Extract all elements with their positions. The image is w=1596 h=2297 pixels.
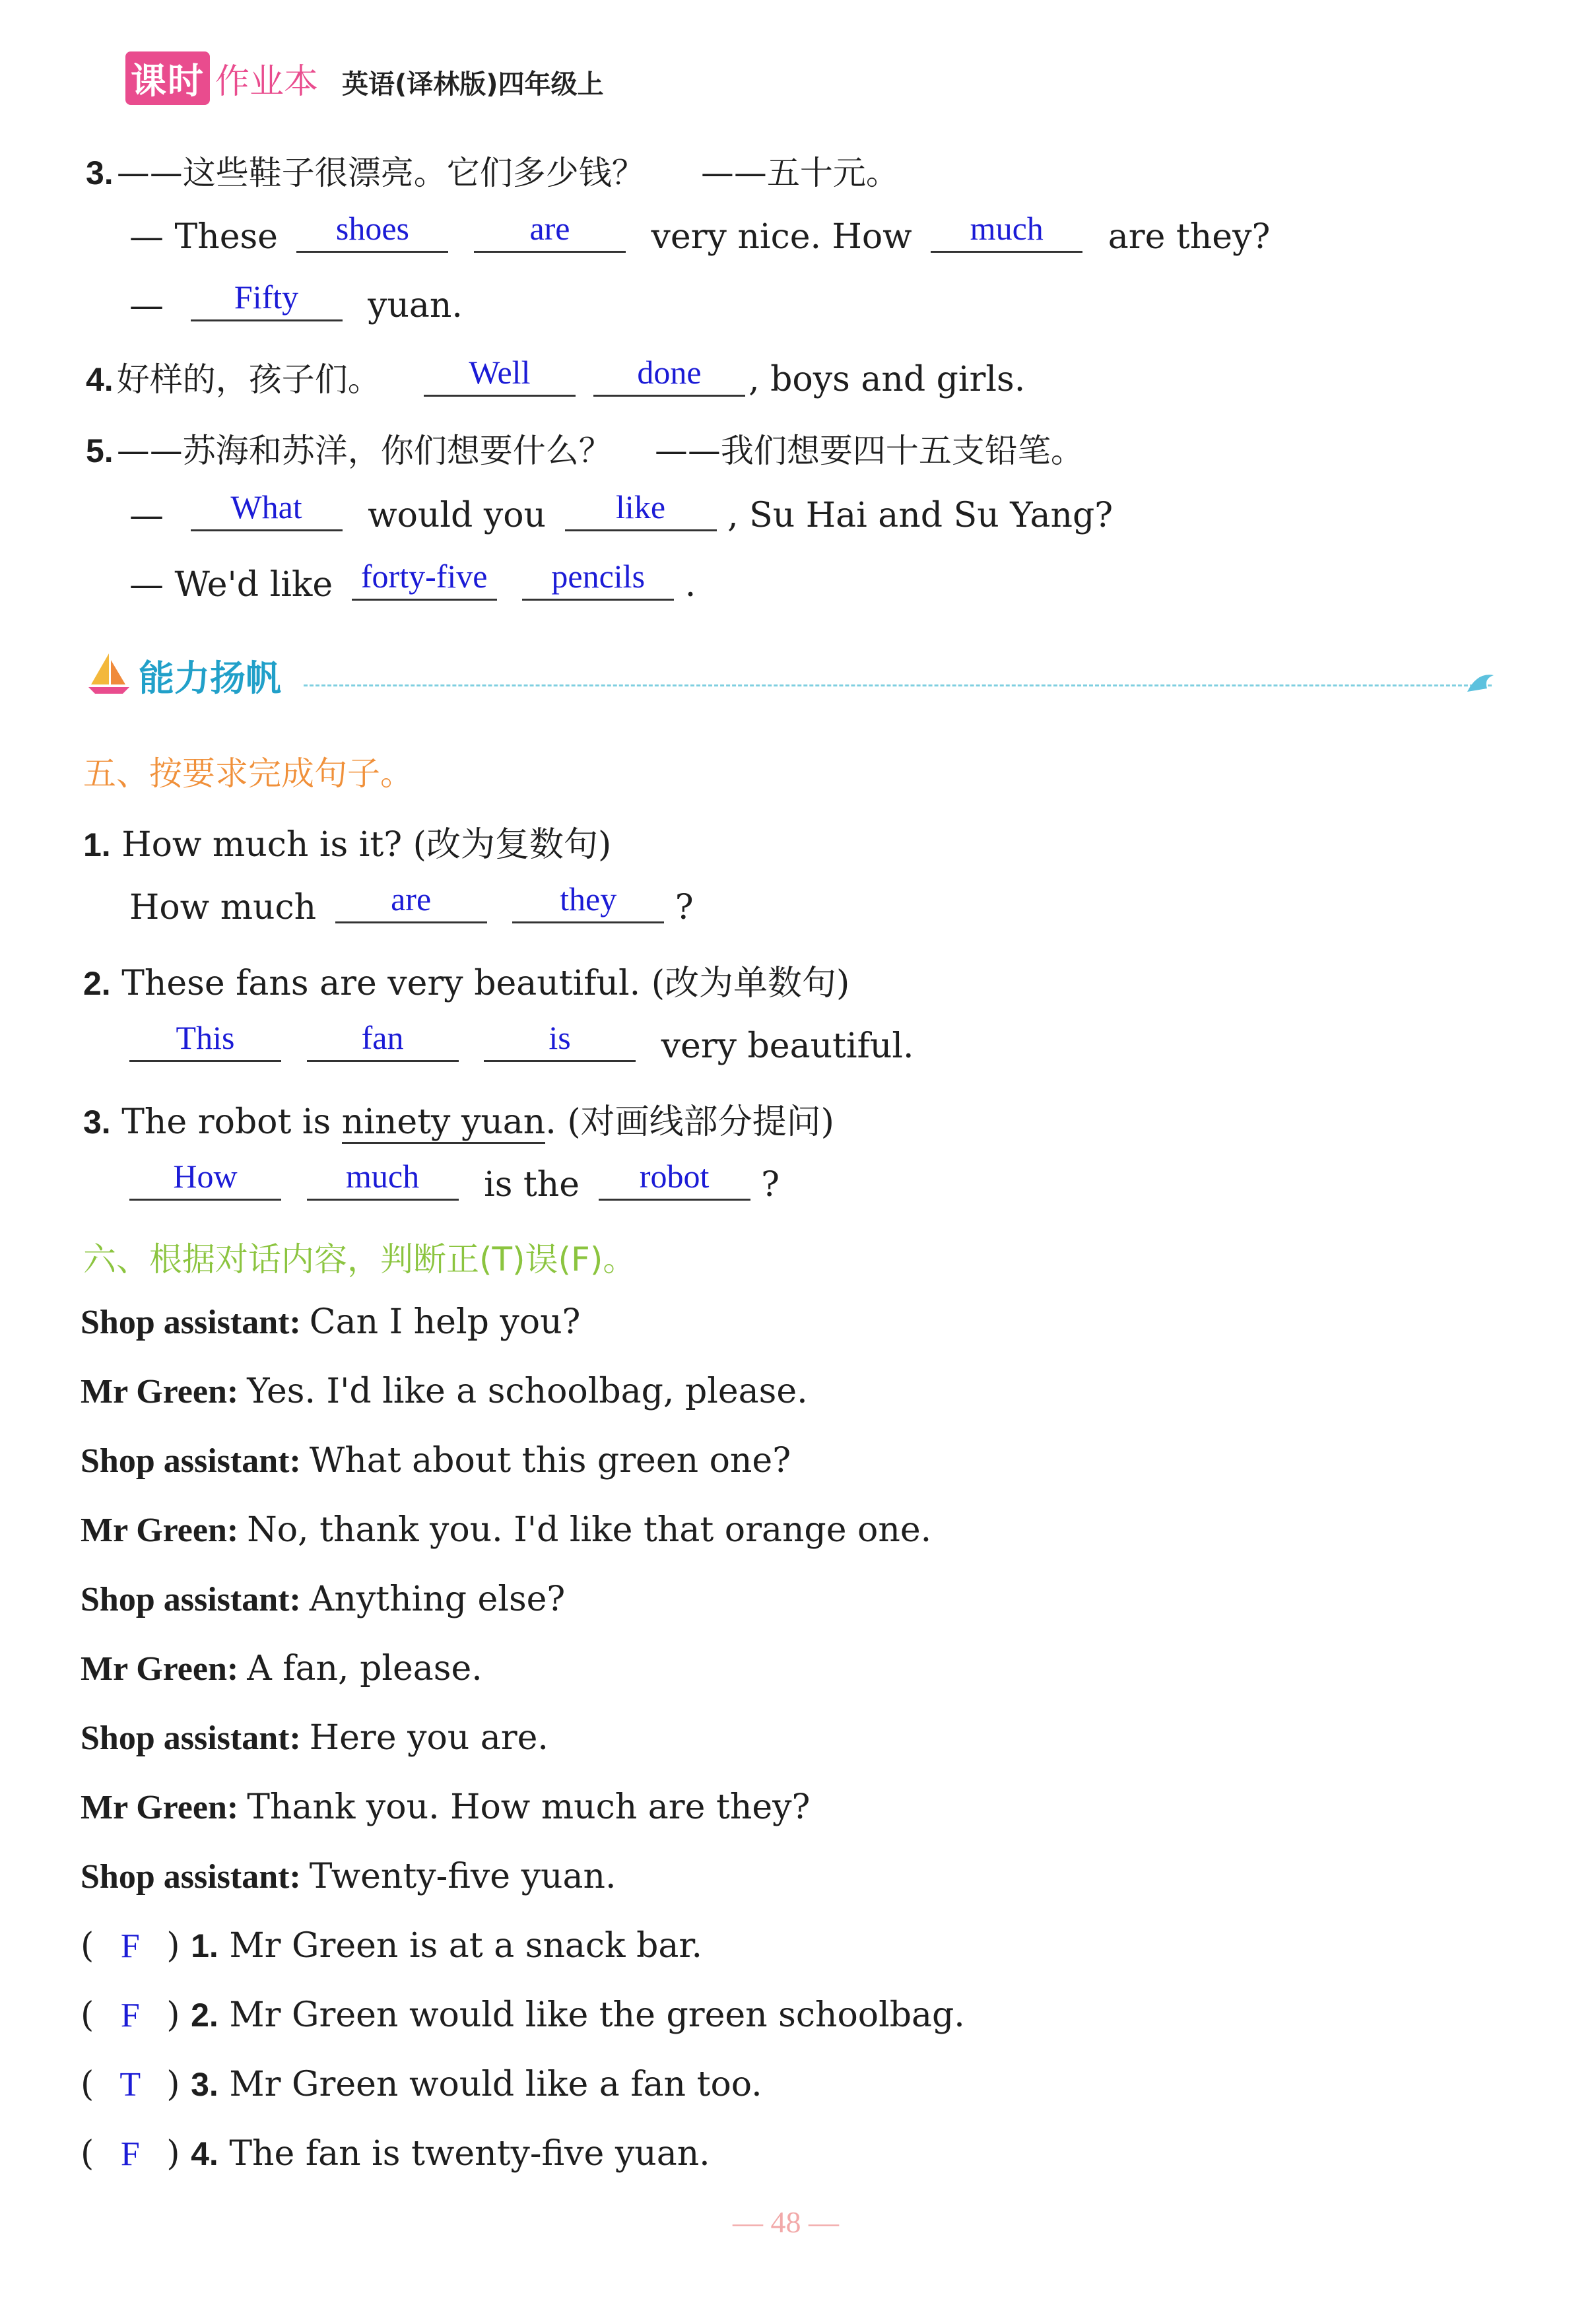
dashed-divider (304, 684, 1492, 686)
question-instruction: . (对画线部分提问) (545, 1102, 834, 1142)
speaker: Mr Green (81, 1789, 227, 1826)
line-text: — These (129, 217, 278, 257)
line-text: How much (129, 888, 317, 927)
judgement-item: ( F ) 2. Mr Green would like the green schoolbag. (81, 1995, 965, 2035)
sailboat-icon (86, 650, 132, 696)
item-number: 4. (86, 361, 114, 398)
line-text: are they? (1108, 217, 1271, 257)
answer-line (129, 488, 1114, 535)
dialogue-text: Can I help you? (309, 1302, 581, 1342)
statement-text: Mr Green is at a snack bar. (229, 1926, 703, 1966)
page-number: — 48 — (733, 2205, 839, 2239)
dialogue-text: Here you are. (309, 1718, 549, 1758)
speaker: Shop assistant (81, 1442, 290, 1480)
dialogue-text: What about this green one? (309, 1441, 791, 1481)
judgement-answer: T (119, 2066, 141, 2104)
dialogue-text: Yes. I'd like a schoolbag, please. (247, 1372, 808, 1411)
answer-blank: robot (599, 1159, 750, 1201)
chinese-prompt-reply: ——我们想要四十五支铅笔。 (654, 432, 1084, 470)
item-number: 3. (191, 2066, 218, 2103)
section-5-title: 五、按要求完成句子。 (83, 754, 413, 793)
dialogue-line: Mr Green: A fan, please. (81, 1649, 482, 1688)
part5-item-2 (83, 955, 849, 1005)
speaker: Shop assistant (81, 1581, 290, 1618)
line-text: would you (368, 496, 546, 535)
answer-blank: like (565, 490, 717, 531)
judgement-item: ( F ) 4. The fan is twenty-five yuan. (81, 2134, 710, 2174)
dialogue-line: Shop assistant: Anything else? (81, 1580, 566, 1619)
question-text: How much is it? (改为复数句) (121, 825, 612, 865)
speaker: Shop assistant (81, 1719, 290, 1757)
item-number: 3. (83, 1104, 111, 1141)
ability-banner (86, 650, 1498, 703)
answer-blank: much (307, 1159, 459, 1201)
speaker: Shop assistant (81, 1858, 290, 1896)
answer-line (129, 1158, 780, 1205)
item-number: 1. (83, 826, 111, 863)
dialogue-line: Mr Green: Yes. I'd like a schoolbag, please. (81, 1372, 808, 1411)
dialogue-line: Shop assistant: Can I help you? (81, 1302, 581, 1342)
dialogue-line: Shop assistant: Twenty-five yuan. (81, 1857, 616, 1896)
answer-blank: fan (307, 1020, 459, 1062)
chinese-prompt: 好样的，孩子们。 (116, 360, 381, 399)
answer-blank: pencils (522, 559, 674, 601)
answer-line (129, 558, 696, 605)
answer-line (129, 881, 694, 927)
exercise-item-4 (86, 353, 1025, 401)
dialogue-text: Anything else? (309, 1580, 566, 1619)
dialogue-text: No, thank you. I'd like that orange one. (247, 1510, 932, 1550)
answer-line (129, 279, 463, 325)
answer-blank: are (474, 211, 626, 253)
line-text: ? (675, 888, 694, 927)
statement-text: Mr Green would like a fan too. (229, 2065, 762, 2104)
ability-title: 能力扬帆 (139, 657, 281, 699)
answer-blank: forty-five (352, 559, 497, 601)
item-number: 2. (83, 965, 111, 1002)
statement-text: Mr Green would like the green schoolbag. (229, 1995, 965, 2035)
answer-line (129, 1019, 914, 1066)
answer-blank: is (484, 1020, 636, 1062)
part5-item-1 (83, 816, 611, 866)
line-text: . (684, 565, 696, 605)
judgement-item: ( F ) 1. Mr Green is at a snack bar. (81, 1926, 703, 1966)
line-text: is the (484, 1165, 580, 1205)
judgement-answer: F (120, 1927, 140, 1965)
speaker: Mr Green (81, 1373, 227, 1411)
answer-blank: Fifty (191, 280, 343, 321)
page-header (125, 51, 604, 105)
section-6-title: 六、根据对话内容，判断正(T)误(F)。 (83, 1240, 636, 1279)
answer-blank: This (129, 1020, 281, 1062)
question-text: The robot is (121, 1102, 331, 1142)
question-text: These fans are very beautiful. (改为单数句) (121, 964, 850, 1003)
course-title: 英语(译林版)四年级上 (342, 69, 604, 100)
dialogue-text: A fan, please. (247, 1649, 482, 1688)
statement-text: The fan is twenty-five yuan. (229, 2134, 710, 2174)
judgement-answer: F (120, 1997, 140, 2034)
dialogue-line: Shop assistant: Here you are. (81, 1718, 549, 1758)
line-text: , Su Hai and Su Yang? (727, 496, 1114, 535)
answer-blank: How (129, 1159, 281, 1201)
dialogue-text: Twenty-five yuan. (309, 1857, 616, 1896)
speaker: Mr Green (81, 1650, 227, 1688)
item-number: 5. (86, 432, 114, 469)
dialogue-line: Mr Green: No, thank you. I'd like that orange one. (81, 1510, 932, 1550)
line-text: — (129, 496, 164, 535)
line-text: , boys and girls. (748, 360, 1026, 399)
line-text: very nice. How (651, 217, 912, 257)
brand-logo: 课时 (125, 51, 210, 105)
brand-subtitle: 作业本 (215, 62, 319, 102)
wave-icon (1464, 669, 1497, 695)
answer-blank: they (512, 882, 664, 923)
underlined-phrase: ninety yuan (342, 1102, 546, 1144)
exercise-item-3 (86, 147, 899, 194)
item-number: 3. (86, 154, 114, 191)
speaker: Mr Green (81, 1512, 227, 1549)
answer-blank: done (593, 355, 745, 397)
judgement-item: ( T ) 3. Mr Green would like a fan too. (81, 2065, 762, 2104)
line-text: — We'd like (129, 565, 333, 605)
answer-blank: shoes (296, 211, 448, 253)
line-text: ? (761, 1165, 780, 1205)
line-text: very beautiful. (661, 1026, 914, 1066)
answer-blank: are (335, 882, 487, 923)
answer-blank: What (191, 490, 343, 531)
part5-item-3 (83, 1094, 834, 1143)
line-text: yuan. (368, 286, 463, 325)
speaker: Shop assistant (81, 1304, 290, 1341)
item-number: 2. (191, 1997, 218, 2034)
chinese-prompt-reply: ——五十元。 (700, 154, 899, 192)
item-number: 1. (191, 1927, 218, 1964)
line-text: — (129, 286, 164, 325)
item-number: 4. (191, 2135, 218, 2172)
answer-blank: much (931, 211, 1082, 253)
dialogue-line: Shop assistant: What about this green one? (81, 1441, 791, 1481)
exercise-item-5 (86, 424, 1084, 472)
dialogue-text: Thank you. How much are they? (247, 1787, 811, 1827)
judgement-answer: F (120, 2135, 140, 2173)
answer-blank: Well (424, 355, 576, 397)
answer-line (129, 210, 1271, 257)
chinese-prompt: ——这些鞋子很漂亮。它们多少钱？ (116, 154, 645, 192)
chinese-prompt: ——苏海和苏洋，你们想要什么？ (116, 432, 612, 470)
dialogue-line: Mr Green: Thank you. How much are they? (81, 1787, 811, 1827)
